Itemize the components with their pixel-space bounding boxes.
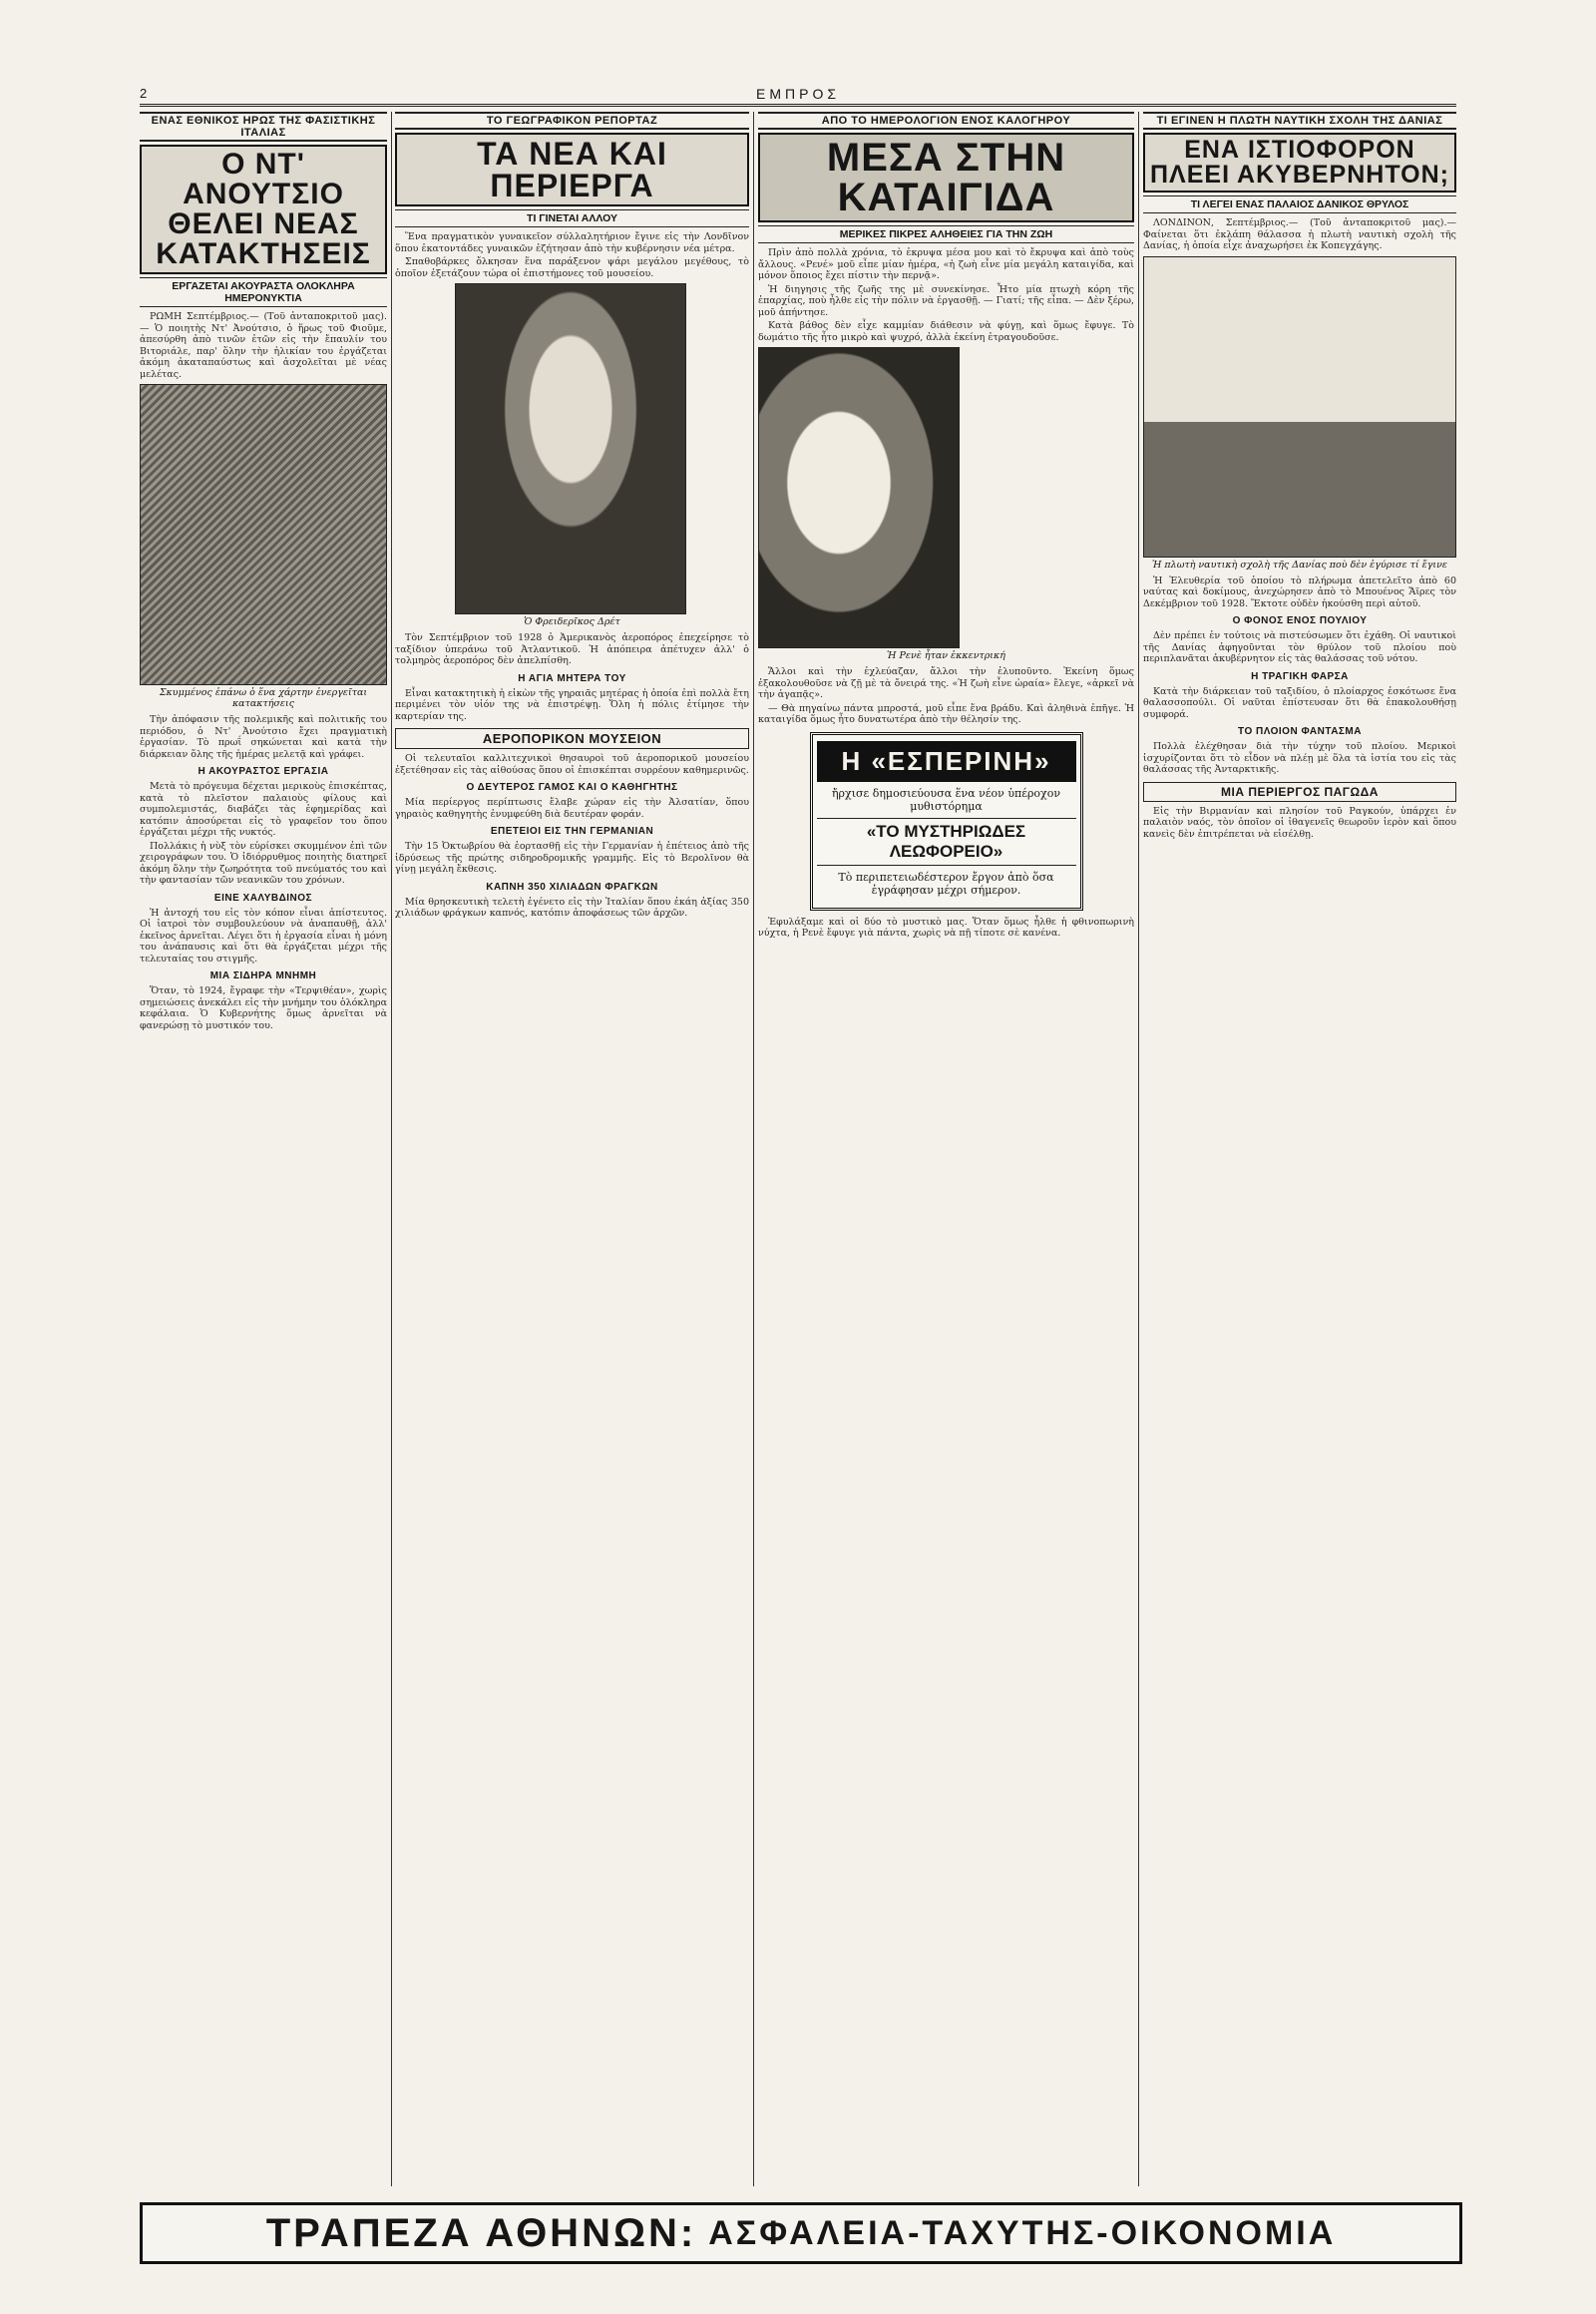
paragraph: Μία θρησκευτικὴ τελετὴ ἐγένετο εἰς τὴν Ἰταλίαν ὅπου ἐκάη ἀξίας 350 χιλιάδων φράγκων καπνός, κατόπιν ἀποφάσεως τῶν ἀρχῶν. [395, 896, 749, 919]
paragraph: Σπαθοβάρκες ὄλκησαν ἕνα παράξενον ψάρι μεγάλου μεγέθους, τὸ ὁποῖον ἐξετάζουν τώρα οἱ ἐπιστήμονες τοῦ μουσείου. [395, 256, 749, 279]
ad-text: ἤρχισε δημοσιεύουσα ἕνα νέον ὑπέροχον μυθιστόρημα [831, 786, 1061, 813]
paragraph: ΛΟΝΔΙΝΟΝ, Σεπτέμβριος.— (Τοῦ ἀνταποκριτοῦ μας).— Φαίνεται ὅτι ἐκλάπη θάλασσα ἡ πλωτὴ ναυτικὴ σχολὴ τῆς Δανίας, ἡ ὁποία εἶχε ἀναχωρήσει ἐκ Κοπεγχάγης. [1143, 217, 1456, 251]
paragraph: Τὴν ἀπόφασιν τῆς πολεμικῆς καὶ πολιτικῆς του περιόδου, ὁ Ντ' Ἀνούτσιο ἔχει πραγματικὴ ἐργασίαν. Τὸ πρωΐ σηκώνεται καὶ κατὰ τὴν διάρκειαν ὅλης τῆς ἡμέρας μελετᾷ καὶ γράφει. [140, 714, 387, 760]
article-body [395, 688, 749, 723]
paragraph: Ἕνα πραγματικὸν γυναικεῖον σύλλαλητήριον ἔγινε εἰς τὴν Λονδῖνον ὅπου ἑκατοντάδες γυναικῶν ἐζήτησαν ἀπὸ τὴν κυβέρνησιν νέα μέτρα. [395, 231, 749, 254]
section-heading: Η ΑΚΟΥΡΑΣΤΟΣ ΕΡΓΑΣΙΑ [198, 766, 329, 777]
article-body [140, 311, 387, 380]
paragraph: Κατὰ βάθος δὲν εἶχε καμμίαν διάθεσιν νὰ φύγῃ, καὶ ὅμως ἔφυγε. Τὸ δωμάτιο τῆς ἦτο μικρὸ καὶ ψυχρό, ἀλλὰ ἐκείνη ἐτραγουδοῦσε. [758, 320, 1134, 343]
masthead-title: ΕΜΠΡΟΣ [140, 86, 1456, 107]
photo-sailing-ship [1143, 256, 1456, 558]
article-body [758, 917, 1134, 940]
section-heading: Η ΤΡΑΓΙΚΗ ΦΑΡΣΑ [1251, 670, 1349, 682]
paragraph: Μετὰ τὸ πρόγευμα δέχεται μερικοὺς ἐπισκέπτας, κατὰ τὸ πλεῖστον παλαιοὺς φίλους καὶ συμπολεμιστάς, διαβάζει τὰς ἐφημερίδας καὶ κατόπιν ἀποσύρεται εἰς τὸ γραφεῖον του ὅπου ἐργάζεται μέχρι τῆς νυκτός. [140, 781, 387, 838]
article-body [758, 247, 1134, 343]
article-body [1143, 741, 1456, 776]
article-body [395, 231, 749, 279]
paragraph: Τὸν Σεπτέμβριον τοῦ 1928 ὁ Ἀμερικανὸς ἀεροπόρος ἐπεχείρησε τὸ ταξίδιον ὑπεράνω τοῦ Ἀτλαντικοῦ. Ἡ ἀπόπειρα ἀπέτυχεν ἀλλ' ὁ τολμηρὸς ἀεροπόρος δὲν ἀπελπίσθη. [395, 632, 749, 666]
article-body [395, 841, 749, 876]
paragraph: Ἐφυλάξαμε καὶ οἱ δύο τὸ μυστικὸ μας. Ὅταν ὅμως ἦλθε ἡ φθινοπωρινὴ νύχτα, ἡ Ρενὲ ἔφυγε γιὰ πάντα, χωρὶς νὰ πῇ τίποτε σὲ κανένα. [758, 916, 1134, 939]
photo-caption: Σκυμμένος ἐπάνω ὁ ἕνα χάρτην ἐνεργεῖται κατακτήσεις [159, 687, 368, 709]
paragraph: Πολλάκις ἡ νὺξ τὸν εὑρίσκει σκυμμένον ἐπὶ τῶν χειρογράφων του. Ὁ ἰδιόρρυθμος ποιητὴς διατηρεῖ ἀκόμη ὅλην τὴν ζωηρότητα τοῦ πνεύματός του καὶ τὴν φαντασίαν τῶν νεανικῶν του χρόνων. [140, 840, 387, 886]
paragraph: Εἰς τὴν Βιρμανίαν καὶ πλησίον τοῦ Ραγκούν, ὑπάρχει ἐν παλαιὸν ναός, τὸν ὁποῖον οἱ ἰθαγενεῖς θεωροῦν ἱερὸν καὶ ὅπου κανεὶς δὲν ἐπιτρέπεται νὰ εἰσέλθῃ. [1143, 805, 1456, 840]
kicker: ΤΙ ΕΓΙΝΕΝ Η ΠΛΩΤΗ ΝΑΥΤΙΚΗ ΣΧΟΛΗ ΤΗΣ ΔΑΝΙΑΣ [1143, 112, 1456, 130]
page-number: 2 [140, 86, 148, 101]
section-heading: ΕΙΝΕ ΧΑΛΥΒΔΙΝΟΣ [213, 892, 313, 904]
column-rule [391, 112, 392, 2186]
section-heading: ΜΙΑ ΣΙΔΗΡΑ ΜΝΗΜΗ [209, 970, 317, 981]
photo-portrait [455, 283, 686, 614]
photo-caption: Ὁ Φρειδερῖκος Δρέτ [524, 616, 620, 627]
article-body [140, 714, 387, 760]
photo-rene [758, 347, 960, 648]
article-body [758, 666, 1134, 726]
article-body [140, 985, 387, 1031]
paragraph: Ἡ διηγησις τῆς ζωῆς της μὲ συνεκίνησε. Ἦτο μία πτωχὴ κόρη τῆς ἐπαρχίας, ποὺ ἦλθε εἰς τὴν πόλιν νὰ ἐργασθῇ. — Γιατί; τῆς εἶπα. — Δὲν ξέρω, μοῦ ἀπήντησε. [758, 283, 1134, 318]
paragraph: Τὴν 15 Ὀκτωβρίου θὰ ἑορτασθῇ εἰς τὴν Γερμανίαν ἡ ἐπέτειος ἀπὸ τῆς ἱδρύσεως τῆς πρώτης σιδηροδρομικῆς γραμμῆς. Εἰς τὸ Βερολῖνον θὰ γίνῃ μεγάλη ἔκθεσις. [395, 841, 749, 875]
paragraph: Ἡ ἀντοχή του εἰς τὸν κόπον εἶναι ἀπίστευτος. Οἱ ἰατροὶ τὸν συμβουλεύουν νὰ ἀναπαυθῇ, ἀλλ' ἐκεῖνος ἀρνεῖται. Λέγει ὅτι ἡ ἐργασία εἶναι ἡ μόνη του ἀνάπαυσις καὶ ὅτι θὰ ἐργάζεται μέχρι τῆς τελευταίας του στιγμῆς. [140, 907, 387, 964]
banner-bank-name: ΤΡΑΠΕΖΑ ΑΘΗΝΩΝ: [265, 2210, 697, 2255]
section-heading: ΜΙΑ ΠΕΡΙΕΡΓΟΣ ΠΑΓΩΔΑ [1143, 782, 1456, 802]
paragraph: Ὅταν, τὸ 1924, ἔγραφε τὴν «Τερψιθέαν», χωρὶς σημειώσεις ἀνεκάλει εἰς τὴν μνήμην του ὁλόκληρα κεφάλαια. Ὁ Κυβερνήτης ὅμως ἀρνεῖται νὰ φανερώσῃ τὸ μυστικόν του. [140, 985, 387, 1031]
ad-text: Τὸ περιπετειωδέστερον ἔργον ἀπὸ ὅσα ἐγράφησαν μέχρι σήμερον. [838, 870, 1054, 897]
headline: ΜΕΣΑ ΣΤΗΝ ΚΑΤΑΙΓΙΔΑ [758, 133, 1134, 222]
section-heading: Ο ΔΕΥΤΕΡΟΣ ΓΑΜΟΣ ΚΑΙ Ο ΚΑΘΗΓΗΤΗΣ [466, 782, 678, 793]
article-body [140, 908, 387, 965]
paragraph: Πρὶν ἀπὸ πολλὰ χρόνια, τὸ ἐκρυψα μέσα μου καὶ τὸ ἔκρυψα καὶ ἀπὸ τοὺς ἄλλους. «Ρενέ» μοῦ εἶπε μίαν ἡμέρα, «ἡ ζωὴ εἶνε μία μεγάλη καταιγίδα, καὶ μόνον ὅποιος ἔχει πίστιν τὴν περνᾷ». [758, 247, 1134, 281]
article-body [395, 797, 749, 820]
paragraph: Εἶναι κατακτητικὴ ἡ εἰκὼν τῆς γηραιᾶς μητέρας ἡ ὁποία ἐπὶ πολλὰ ἔτη περιμένει τὸν υἱόν της νὰ ἐπιστρέψῃ. Ὅλη ἡ πόλις ἐτίμησε τὴν καρτερίαν της. [395, 687, 749, 722]
headline: ΕΝΑ ΙΣΤΙΟΦΟΡΟΝ ΠΛΕΕΙ ΑΚΥΒΕΡΝΗΤΟΝ; [1143, 133, 1456, 193]
paragraph: Πολλὰ ἐλέχθησαν διὰ τὴν τύχην τοῦ πλοίου. Μερικοὶ ἰσχυρίζονται ὅτι τὸ εἶδον νὰ πλέῃ μὲ ὅλα τὰ ἱστία του εἰς τὰς θαλάσσας τῆς Ἀνταρκτικῆς. [1143, 741, 1456, 775]
headline: Ο ΝΤ' ΑΝΟΥΤΣΙΟ ΘΕΛΕΙ ΝΕΑΣ ΚΑΤΑΚΤΗΣΕΙΣ [140, 145, 387, 274]
article-body [395, 753, 749, 776]
paragraph: Κατὰ τὴν διάρκειαν τοῦ ταξιδίου, ὁ πλοίαρχος ἐσκότωσε ἕνα θαλασσοπούλι. Οἱ ναῦται ἐπίστευσαν ὅτι θὰ ἐπακολουθήσῃ συμφορά. [1143, 685, 1456, 720]
paragraph: Ἡ Ἐλευθερία τοῦ ὁποίου τὸ πλήρωμα ἀπετελεῖτο ἀπὸ 60 ναύτας καὶ δοκίμους, ἀνεχώρησεν ἀπὸ τὸ Μπουένος Ἄϊρες τὸν Δεκέμβριον τοῦ 1928. Ἔκτοτε οὐδὲν ἠκούσθη περὶ αὐτοῦ. [1143, 575, 1456, 609]
advertisement-esperini [810, 732, 1083, 911]
article-body [1143, 217, 1456, 252]
article-storm [758, 112, 1134, 2186]
article-news-curiosities [395, 112, 749, 2186]
section-heading: ΚΑΠΝΗ 350 ΧΙΛΙΑΔΩΝ ΦΡΑΓΚΩΝ [486, 881, 658, 893]
column-rule [753, 112, 754, 2186]
subheadline: ΤΙ ΓΙΝΕΤΑΙ ΑΛΛΟΥ [395, 209, 749, 227]
paragraph: Οἱ τελευταῖοι καλλιτεχνικοὶ θησαυροὶ τοῦ ἀεροπορικοῦ μουσείου ἐξετέθησαν εἰς τὰς αἰθούσας ὅπου οἱ ἐπισκέπται συρρέουν καθημερινῶς. [395, 753, 749, 776]
photo-dannunzio [140, 384, 387, 685]
subheadline: ΜΕΡΙΚΕΣ ΠΙΚΡΕΣ ΑΛΗΘΕΙΕΣ ΓΙΑ ΤΗΝ ΖΩΗ [758, 225, 1134, 243]
section-heading: ΕΠΕΤΕΙΟΙ ΕΙΣ ΤΗΝ ΓΕΡΜΑΝΙΑΝ [490, 826, 654, 837]
article-body [1143, 686, 1456, 721]
article-body [395, 632, 749, 667]
section-heading: ΤΟ ΠΛΟΙΟΝ ΦΑΝΤΑΣΜΑ [1238, 726, 1362, 737]
bank-advertisement-banner [140, 2202, 1462, 2264]
article-body [1143, 630, 1456, 665]
section-heading: ΑΕΡΟΠΟΡΙΚΟΝ ΜΟΥΣΕΙΟΝ [395, 728, 749, 749]
paragraph: ΡΩΜΗ Σεπτέμβριος.— (Τοῦ ἀνταποκριτοῦ μας).— Ὁ ποιητὴς Ντ' Ἀνούτσιο, ὁ ἥρως τοῦ Φιοῦμε, ἀπεσύρθη ἀπὸ τινῶν ἐτῶν εἰς τὴν ἔπαυλίν του Βιτοριάλε, παρ' ὅλην τὴν ἡλικίαν του ἐργάζεται ἀκόμη ἀκαταπαύστως καὶ ἀσχολεῖται μὲ νέας μελέτας. [140, 311, 387, 380]
article-dannunzio [140, 112, 387, 2186]
article-body [1143, 806, 1456, 841]
paragraph: Ἄλλοι καὶ τὴν ἐχλεύαζαν, ἄλλοι τὴν ἐλυποῦντο. Ἐκείνη ὅμως ἐξακολουθοῦσε νὰ ζῇ μὲ τὰ ὄνειρά της. «Ἡ ζωὴ εἶνε ὡραία» ἔλεγε, «ἀρκεῖ νὰ τὴν ἀγαπᾷς». [758, 666, 1134, 700]
photo-caption: Ἡ Ρενὲ ἦταν ἐκκεντρική [887, 650, 1005, 661]
subheadline: ΤΙ ΛΕΓΕΙ ΕΝΑΣ ΠΑΛΑΙΟΣ ΔΑΝΙΚΟΣ ΘΡΥΛΟΣ [1143, 195, 1456, 213]
paragraph: — Θὰ πηγαίνω πάντα μπροστά, μοῦ εἶπε ἕνα βράδυ. Καὶ ἀληθινὰ ἐπῆγε. Ἡ καταιγίδα ὅμως ἦτο δυνατωτέρα ἀπὸ τὴν θέλησίν της. [758, 702, 1134, 725]
section-heading: Ο ΦΟΝΟΣ ΕΝΟΣ ΠΟΥΛΙΟΥ [1232, 615, 1368, 626]
ad-novel-title: «ΤΟ ΜΥΣΤΗΡΙΩΔΕΣ ΛΕΩΦΟΡΕΙΟ» [817, 818, 1076, 866]
paragraph: Μία περίεργος περίπτωσις ἔλαβε χώραν εἰς τὴν Ἀλσατίαν, ὅπου γηραιὸς καθηγητὴς ἐνυμφεύθη διὰ δευτέραν φοράν. [395, 797, 749, 820]
article-body [395, 897, 749, 920]
kicker: ΕΝΑΣ ΕΘΝΙΚΟΣ ΗΡΩΣ ΤΗΣ ΦΑΣΙΣΤΙΚΗΣ ΙΤΑΛΙΑΣ [140, 112, 387, 142]
headline: ΤΑ ΝΕΑ ΚΑΙ ΠΕΡΙΕΡΓΑ [395, 133, 749, 206]
section-heading: Η ΑΓΙΑ ΜΗΤΕΡΑ ΤΟΥ [518, 672, 626, 684]
article-body [140, 781, 387, 887]
column-rule [1138, 112, 1139, 2186]
kicker: ΤΟ ΓΕΩΓΡΑΦΙΚΟΝ ΡΕΠΟΡΤΑΖ [395, 112, 749, 130]
banner-slogan: ΑΣΦΑΛΕΙΑ-ΤΑΧΥΤΗΣ-ΟΙΚΟΝΟΜΙΑ [708, 2213, 1337, 2252]
article-sailing-ship [1143, 112, 1456, 2186]
article-body [1143, 576, 1456, 610]
ad-brand: Η «ΕΣΠΕΡΙΝΗ» [817, 741, 1076, 782]
subheadline: ΕΡΓΑΖΕΤΑΙ ΑΚΟΥΡΑΣΤΑ ΟΛΟΚΛΗΡΑ ΗΜΕΡΟΝΥΚΤΙΑ [140, 277, 387, 307]
kicker: ΑΠΟ ΤΟ ΗΜΕΡΟΛΟΓΙΟΝ ΕΝΟΣ ΚΑΛΟΓΗΡΟΥ [758, 112, 1134, 130]
paragraph: Δὲν πρέπει ἐν τούτοις νὰ πιστεύσωμεν ὅτι ἐχάθη. Οἱ ναυτικοὶ τῆς Δανίας ἀφηγοῦνται τὸν θρύλον τοῦ πλοίου ποὺ περιπλανᾶται ἀκυβέρνητον εἰς τὰς θαλάσσας τοῦ νότου. [1143, 630, 1456, 664]
photo-caption: Ἡ πλωτὴ ναυτικὴ σχολὴ τῆς Δανίας ποὺ δὲν ἐγύρισε τί ἔγινε [1151, 559, 1448, 571]
